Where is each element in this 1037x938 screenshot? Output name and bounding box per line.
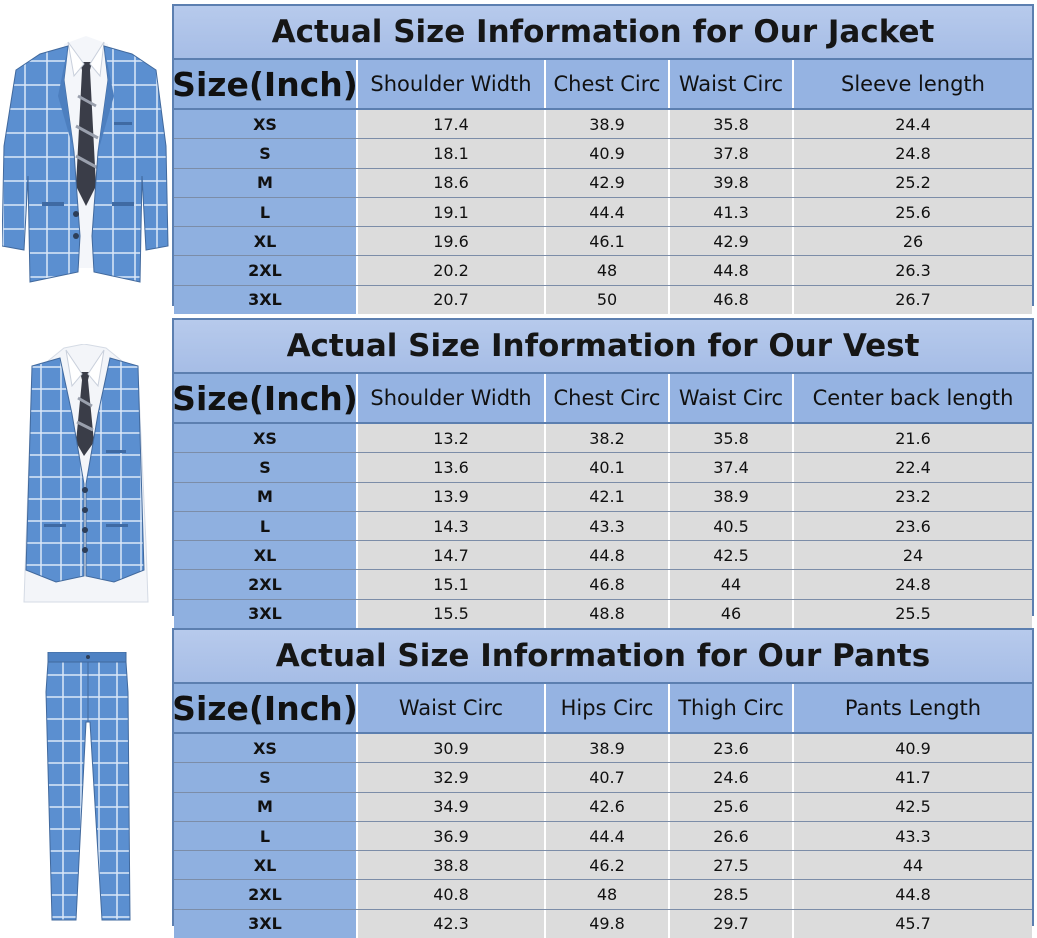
table-cell: 48: [546, 880, 670, 908]
table-cell: 49.8: [546, 910, 670, 938]
header-cell: Pants Length: [794, 684, 1032, 732]
table-cell: 13.9: [358, 483, 546, 511]
size-label: XL: [174, 227, 358, 255]
size-label: S: [174, 139, 358, 167]
table-cell: 44.4: [546, 198, 670, 226]
size-label: 3XL: [174, 286, 358, 314]
table-cell: 18.1: [358, 139, 546, 167]
size-label: 2XL: [174, 880, 358, 908]
table-cell: 40.9: [794, 734, 1032, 762]
table-row: [174, 793, 1032, 822]
table-row: [174, 139, 1032, 168]
table-row: [174, 851, 1032, 880]
table-cell: 38.2: [546, 424, 670, 452]
size-label: M: [174, 169, 358, 197]
table-row: [174, 880, 1032, 909]
table-cell: 23.2: [794, 483, 1032, 511]
header-cell: Chest Circ: [546, 60, 670, 108]
table-cell: 30.9: [358, 734, 546, 762]
header-cell: Hips Circ: [546, 684, 670, 732]
table-cell: 44: [794, 851, 1032, 879]
table-cell: 20.7: [358, 286, 546, 314]
table-row: [174, 110, 1032, 139]
header-cell: Chest Circ: [546, 374, 670, 422]
table-cell: 22.4: [794, 453, 1032, 481]
table-cell: 38.8: [358, 851, 546, 879]
table-cell: 21.6: [794, 424, 1032, 452]
table-cell: 42.5: [794, 793, 1032, 821]
table-row: [174, 763, 1032, 792]
table-cell: 45.7: [794, 910, 1032, 938]
table-cell: 35.8: [670, 424, 794, 452]
size-label: L: [174, 822, 358, 850]
table-cell: 46.2: [546, 851, 670, 879]
table-cell: 42.6: [546, 793, 670, 821]
pants-section: [0, 624, 1037, 934]
table-row: [174, 570, 1032, 599]
size-label: 2XL: [174, 570, 358, 598]
table-row: [174, 169, 1032, 198]
table-cell: 42.5: [670, 541, 794, 569]
table-cell: 14.7: [358, 541, 546, 569]
table-cell: 38.9: [546, 110, 670, 138]
table-cell: 43.3: [794, 822, 1032, 850]
table-cell: 25.6: [794, 198, 1032, 226]
table-cell: 36.9: [358, 822, 546, 850]
table-cell: 25.5: [794, 600, 1032, 628]
table-cell: 48.8: [546, 600, 670, 628]
jacket-size-table: [172, 4, 1034, 310]
table-cell: 29.7: [670, 910, 794, 938]
table-cell: 24: [794, 541, 1032, 569]
table-cell: 13.2: [358, 424, 546, 452]
table-cell: 44.8: [794, 880, 1032, 908]
table-cell: 44.8: [670, 256, 794, 284]
header-cell: Waist Circ: [670, 60, 794, 108]
table-row: [174, 541, 1032, 570]
table-cell: 43.3: [546, 512, 670, 540]
plaid-blazer-icon: [2, 36, 170, 284]
header-cell: Size(Inch): [174, 374, 358, 422]
table-cell: 18.6: [358, 169, 546, 197]
table-row: [174, 198, 1032, 227]
header-cell: Shoulder Width: [358, 374, 546, 422]
table-cell: 40.9: [546, 139, 670, 167]
table-cell: 25.2: [794, 169, 1032, 197]
size-label: 3XL: [174, 910, 358, 938]
size-label: M: [174, 793, 358, 821]
header-cell: Waist Circ: [358, 684, 546, 732]
header-cell: Waist Circ: [670, 374, 794, 422]
table-cell: 40.5: [670, 512, 794, 540]
table-cell: 24.8: [794, 139, 1032, 167]
table-cell: 24.8: [794, 570, 1032, 598]
table-cell: 13.6: [358, 453, 546, 481]
table-cell: 39.8: [670, 169, 794, 197]
size-label: XL: [174, 541, 358, 569]
table-cell: 46: [670, 600, 794, 628]
size-label: S: [174, 763, 358, 791]
jacket-table-title: Actual Size Information for Our Jacket: [174, 6, 1032, 60]
vest-section: [0, 314, 1037, 624]
table-cell: 24.6: [670, 763, 794, 791]
vest-header-row: [174, 374, 1032, 424]
table-row: [174, 256, 1032, 285]
header-cell: Shoulder Width: [358, 60, 546, 108]
size-label: XS: [174, 734, 358, 762]
table-cell: 23.6: [794, 512, 1032, 540]
header-cell: Center back length: [794, 374, 1032, 422]
table-cell: 41.7: [794, 763, 1032, 791]
table-cell: 14.3: [358, 512, 546, 540]
table-cell: 25.6: [670, 793, 794, 821]
table-row: [174, 512, 1032, 541]
table-cell: 23.6: [670, 734, 794, 762]
table-cell: 20.2: [358, 256, 546, 284]
table-cell: 42.1: [546, 483, 670, 511]
pants-size-table: [172, 628, 1034, 934]
table-row: [174, 910, 1032, 938]
table-cell: 46.8: [546, 570, 670, 598]
table-cell: 41.3: [670, 198, 794, 226]
table-cell: 42.9: [670, 227, 794, 255]
table-row: [174, 734, 1032, 763]
vest-size-table: [172, 318, 1034, 624]
table-cell: 26.3: [794, 256, 1032, 284]
table-row: [174, 822, 1032, 851]
table-cell: 19.1: [358, 198, 546, 226]
table-cell: 37.4: [670, 453, 794, 481]
header-cell: Thigh Circ: [670, 684, 794, 732]
plaid-pants-icon: [44, 652, 132, 924]
table-cell: 42.9: [546, 169, 670, 197]
table-cell: 26.7: [794, 286, 1032, 314]
size-label: M: [174, 483, 358, 511]
table-cell: 40.7: [546, 763, 670, 791]
table-cell: 26: [794, 227, 1032, 255]
size-label: L: [174, 512, 358, 540]
size-label: XL: [174, 851, 358, 879]
pants-table-title: Actual Size Information for Our Pants: [174, 630, 1032, 684]
table-cell: 32.9: [358, 763, 546, 791]
table-cell: 26.6: [670, 822, 794, 850]
table-cell: 44: [670, 570, 794, 598]
table-cell: 15.1: [358, 570, 546, 598]
size-label: XS: [174, 110, 358, 138]
table-cell: 17.4: [358, 110, 546, 138]
size-label: L: [174, 198, 358, 226]
table-row: [174, 227, 1032, 256]
header-cell: Size(Inch): [174, 60, 358, 108]
table-cell: 44.8: [546, 541, 670, 569]
size-label: XS: [174, 424, 358, 452]
table-cell: 19.6: [358, 227, 546, 255]
table-cell: 38.9: [670, 483, 794, 511]
plaid-vest-icon: [20, 344, 150, 606]
table-cell: 24.4: [794, 110, 1032, 138]
table-cell: 42.3: [358, 910, 546, 938]
table-cell: 35.8: [670, 110, 794, 138]
table-cell: 40.8: [358, 880, 546, 908]
table-row: [174, 424, 1032, 453]
table-row: [174, 483, 1032, 512]
table-cell: 44.4: [546, 822, 670, 850]
table-cell: 40.1: [546, 453, 670, 481]
table-cell: 38.9: [546, 734, 670, 762]
vest-table-title: Actual Size Information for Our Vest: [174, 320, 1032, 374]
header-cell: Size(Inch): [174, 684, 358, 732]
size-label: 3XL: [174, 600, 358, 628]
table-cell: 46.1: [546, 227, 670, 255]
table-cell: 37.8: [670, 139, 794, 167]
size-label: 2XL: [174, 256, 358, 284]
size-label: S: [174, 453, 358, 481]
table-row: [174, 453, 1032, 482]
jacket-section: [0, 0, 1037, 308]
pants-header-row: [174, 684, 1032, 734]
table-cell: 48: [546, 256, 670, 284]
table-cell: 28.5: [670, 880, 794, 908]
table-cell: 15.5: [358, 600, 546, 628]
header-cell: Sleeve length: [794, 60, 1032, 108]
table-row: [174, 286, 1032, 314]
table-cell: 34.9: [358, 793, 546, 821]
table-cell: 46.8: [670, 286, 794, 314]
table-cell: 50: [546, 286, 670, 314]
jacket-header-row: [174, 60, 1032, 110]
table-cell: 27.5: [670, 851, 794, 879]
